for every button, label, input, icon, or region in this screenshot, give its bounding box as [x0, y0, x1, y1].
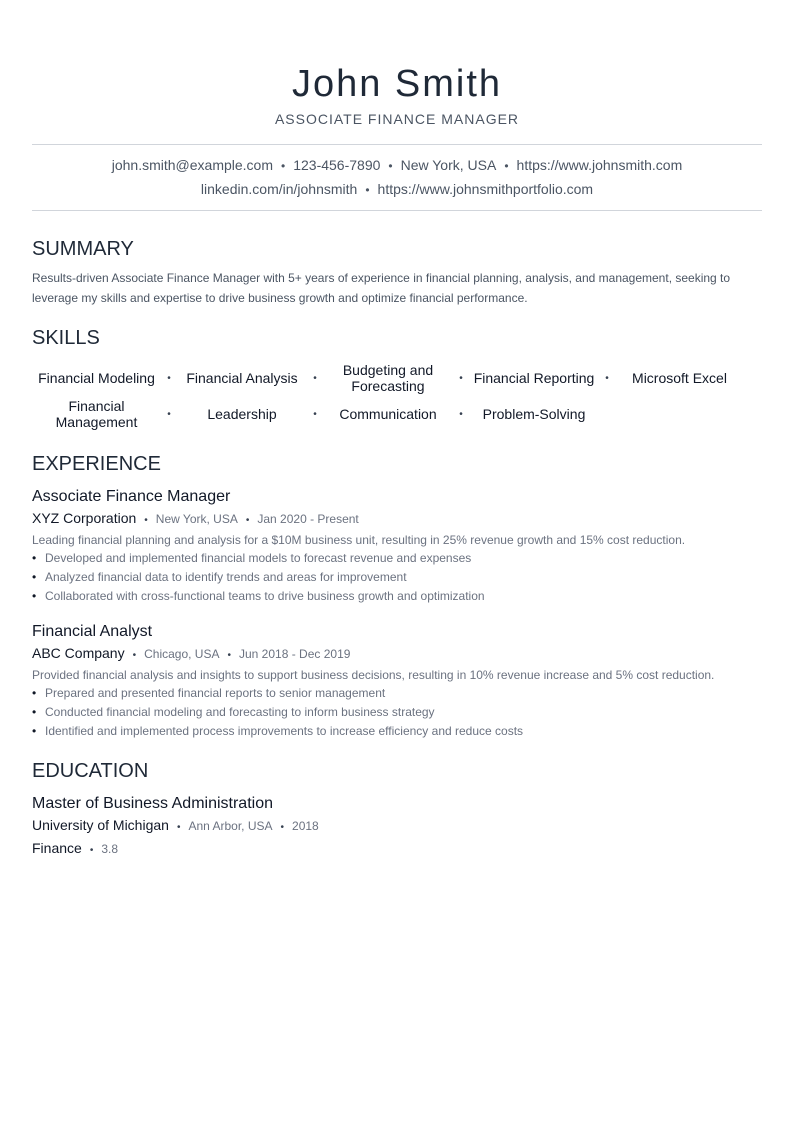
skill-item: Financial Analysis: [186, 370, 298, 386]
skill-separator: •: [167, 408, 171, 420]
education-location: Ann Arbor, USA: [188, 819, 273, 833]
summary-heading: SUMMARY: [32, 238, 134, 260]
skill-separator: •: [313, 372, 317, 384]
bullet-dot: •: [32, 570, 37, 584]
bullet-text: Developed and implemented financial models to forecast revenue and expenses: [45, 551, 472, 565]
skills-section: [32, 326, 762, 432]
skill-item: Budgeting and Forecasting: [342, 362, 434, 394]
job-bullet: [32, 722, 762, 741]
skill-item: Microsoft Excel: [632, 370, 727, 386]
resume-page: [32, 0, 762, 861]
candidate-title: ASSOCIATE FINANCE MANAGER: [274, 111, 520, 127]
skill-item: Financial Modeling: [38, 370, 155, 386]
education-heading: EDUCATION: [32, 760, 149, 782]
job-bullet: [32, 568, 762, 587]
job-bullet: [32, 549, 762, 568]
education-year: 2018: [292, 819, 319, 833]
skill-separator: •: [605, 372, 609, 384]
job-entry: [32, 622, 762, 741]
contact-location: New York, USA: [400, 157, 497, 173]
bullet-text: Analyzed financial data to identify trends and areas for improvement: [45, 570, 407, 584]
bullet-dot: •: [32, 551, 37, 565]
skills-grid: [32, 360, 762, 432]
job-description: Provided financial analysis and insights to support business decisions, resulting in 10% revenue increase and 5% cost reduction.: [32, 668, 715, 682]
bullet-text: Collaborated with cross-functional teams to drive business growth and optimization: [45, 589, 485, 603]
bullet-text: Identified and implemented process improvements to increase efficiency and reduce costs: [45, 724, 524, 738]
skill-item: Problem-Solving: [482, 406, 586, 422]
skill-separator: •: [459, 408, 463, 420]
job-meta: [32, 508, 762, 531]
job-dates: Jun 2018 - Dec 2019: [239, 647, 351, 661]
contact-separator: •: [504, 159, 509, 173]
education-section: [32, 759, 762, 861]
skill-separator: •: [459, 372, 463, 384]
contact-separator: •: [365, 183, 370, 197]
job-company: XYZ Corporation: [32, 510, 137, 526]
meta-separator: •: [89, 845, 94, 856]
experience-section: [32, 452, 762, 741]
meta-separator: •: [280, 822, 285, 833]
bullet-dot: •: [32, 705, 37, 719]
candidate-name: John Smith: [291, 63, 503, 105]
contact-linkedin[interactable]: linkedin.com/in/johnsmith: [200, 181, 358, 197]
job-title: Financial Analyst: [32, 623, 153, 640]
meta-separator: •: [227, 650, 231, 661]
job-location: New York, USA: [155, 512, 238, 526]
contact-separator: •: [388, 159, 393, 173]
job-dates: Jan 2020 - Present: [257, 512, 359, 526]
bullet-text: Conducted financial modeling and forecasting to inform business strategy: [45, 705, 435, 719]
contact-line-2: [32, 178, 762, 202]
meta-separator: •: [245, 515, 250, 526]
job-bullet: [32, 703, 762, 722]
job-bullet: [32, 684, 762, 703]
contact-line-1: [32, 154, 762, 178]
job-company: ABC Company: [32, 645, 125, 661]
resume-header: [32, 0, 762, 128]
skill-item: Financial Management: [55, 398, 138, 430]
bullet-text: Prepared and presented financial reports to senior management: [45, 686, 386, 700]
education-gpa: 3.8: [101, 842, 119, 856]
skill-item: Leadership: [207, 406, 277, 422]
meta-separator: •: [132, 650, 137, 661]
skills-heading: SKILLS: [32, 327, 100, 349]
experience-heading: EXPERIENCE: [32, 453, 161, 475]
contact-portfolio[interactable]: https://www.johnsmithportfolio.com: [377, 181, 594, 197]
job-bullet: [32, 587, 762, 606]
skill-item: Communication: [339, 406, 437, 422]
job-bullets: [32, 549, 762, 606]
skill-separator: •: [167, 372, 171, 384]
education-field-row: [32, 838, 762, 861]
meta-separator: •: [144, 515, 148, 526]
job-bullets: [32, 684, 762, 741]
education-field: Finance: [32, 840, 82, 856]
education-meta: [32, 815, 762, 838]
education-school: University of Michigan: [32, 817, 169, 833]
job-title: Associate Finance Manager: [32, 488, 231, 505]
skill-separator: •: [313, 408, 317, 420]
bullet-dot: •: [32, 686, 37, 700]
education-degree: Master of Business Administration: [32, 795, 273, 812]
job-meta: [32, 643, 762, 666]
education-entry: [32, 794, 762, 861]
job-entry: [32, 487, 762, 606]
summary-text: Results-driven Associate Finance Manager with 5+ years of experience in financial planning, analysis, and management, seeking to leverage my skills and expertise to drive business growth and optimize financial performance.: [32, 271, 731, 305]
contact-phone[interactable]: 123-456-7890: [293, 157, 381, 173]
job-location: Chicago, USA: [144, 647, 220, 661]
summary-section: [32, 237, 762, 308]
contact-separator: •: [281, 159, 286, 173]
skill-item: Financial Reporting: [473, 370, 595, 386]
bullet-dot: •: [32, 589, 37, 603]
job-description: Leading financial planning and analysis for a $10M business unit, resulting in 25% revenue growth and 15% cost reduction.: [32, 533, 686, 547]
contact-bar: [32, 144, 762, 211]
contact-website[interactable]: https://www.johnsmith.com: [516, 157, 683, 173]
meta-separator: •: [176, 822, 181, 833]
contact-email[interactable]: john.smith@example.com: [111, 157, 274, 173]
bullet-dot: •: [32, 724, 37, 738]
